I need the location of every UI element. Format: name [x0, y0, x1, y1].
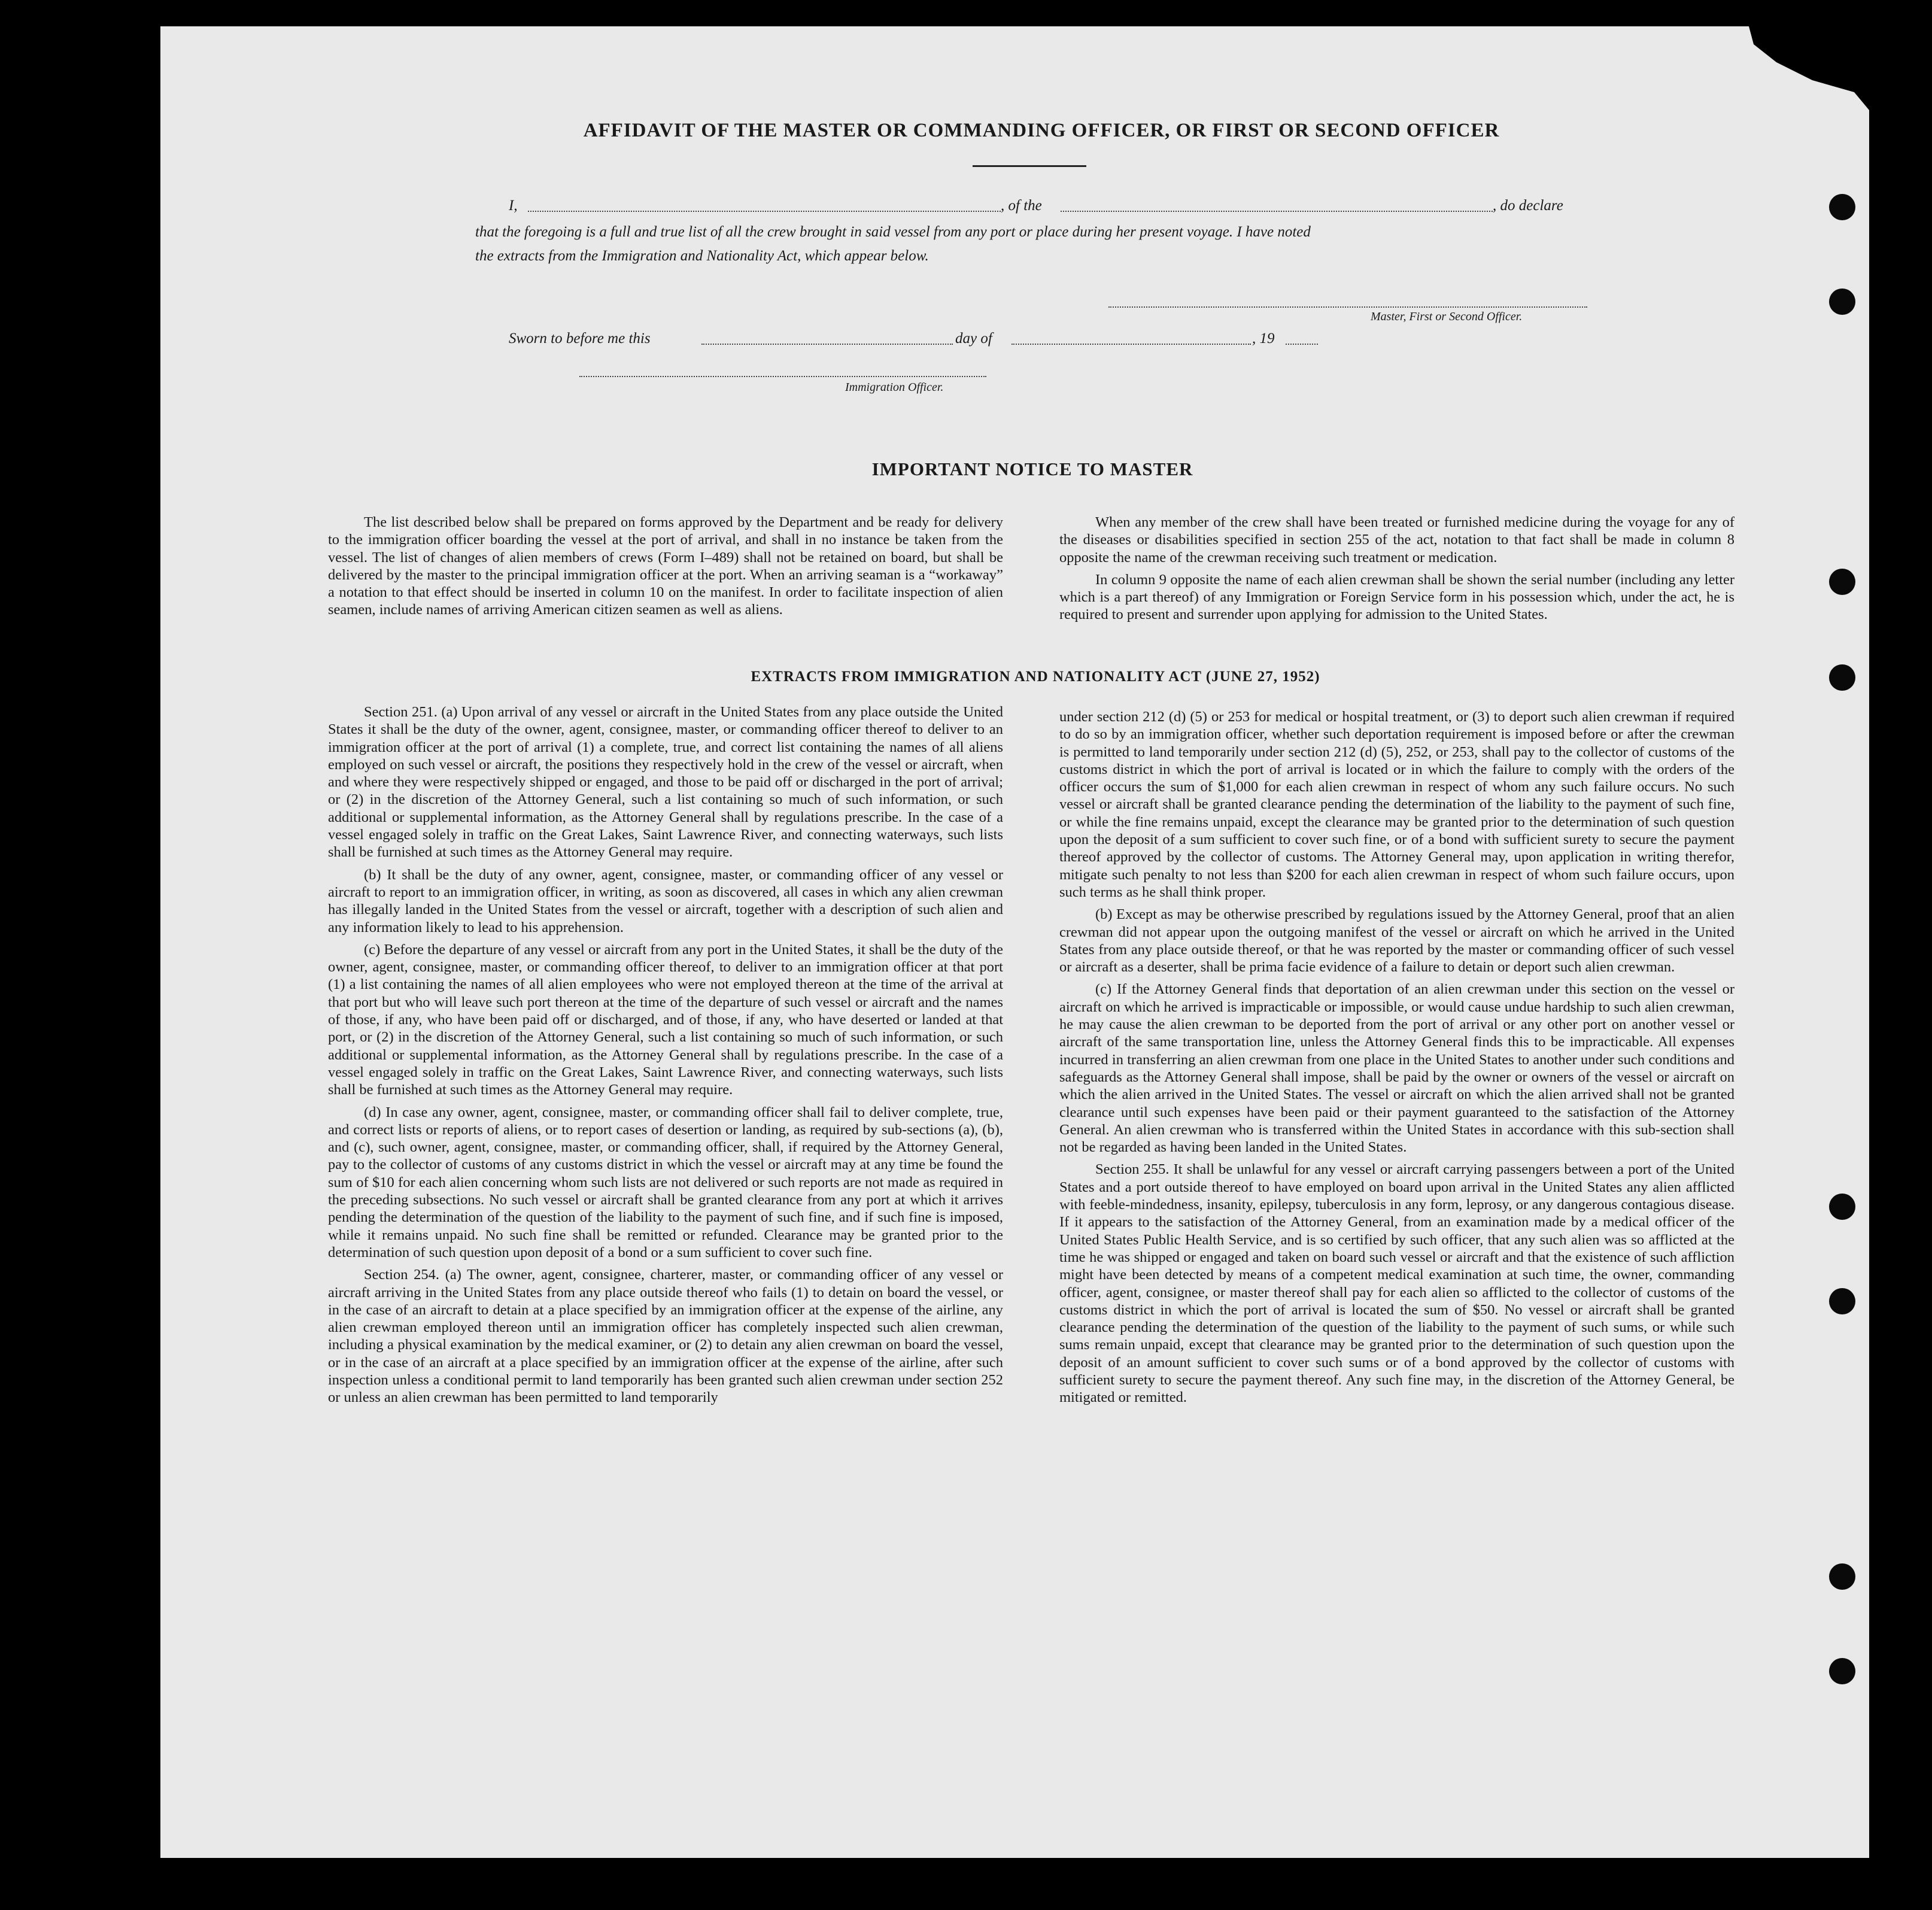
- title-divider: [973, 165, 1086, 167]
- notice-paragraph: When any member of the crew shall have been treated or furnished medicine during the voyage for any of the diseases or disabilities specified in section 255 of the act, notation to that fact shall be made in column 8 opposite the name of the crewman receiving such treatment or medication.: [1059, 514, 1734, 566]
- notice-title: IMPORTANT NOTICE TO MASTER: [871, 458, 1193, 479]
- extract-paragraph: Section 251. (a) Upon arrival of any vessel or aircraft in the United States from any place outside the United States it shall be the duty of the owner, agent, consignee, master, or commanding officer thereof to deliver to an immigration officer at the port of arrival (1) a complete, true, and correct list containing the names of all aliens employed on such vessel or aircraft, the positions they respectively hold in the crew of the vessel or aircraft, when and where they were respectively shipped or engaged, and those to be paid off or discharged in the port of arrival; or (2) in the discretion of the Attorney General, such a list containing so much of such information, or such additional or supplemental information, as the Attorney General shall by regulations prescribe. In the case of a vessel engaged solely in traffic on the Great Lakes, Saint Lawrence River, and connecting waterways, such lists shall be furnished at such times as the Attorney General may require.: [328, 704, 1003, 861]
- sworn-month-field-line[interactable]: [1011, 344, 1251, 345]
- notice-paragraph: In column 9 opposite the name of each alien crewman shall be shown the serial number (including any letter which is a part thereof) of any Immigration or Foreign Service form in his possession which, under the act, he is required to present and surrender upon applying for admission to the United States.: [1059, 571, 1734, 623]
- binder-hole: [1829, 1194, 1855, 1220]
- extract-paragraph: (c) If the Attorney General finds that deportation of an alien crewman under this section on the vessel or aircraft on which he arrived is impracticable or impossible, or would cause undue hardship to such alien crewman, he may cause the alien crewman to be deported from the port of arrival or any other port on another vessel or aircraft of the same transportation line, unless the Attorney General finds this to be impracticable. All expenses incurred in transferring an alien crewman from one place in the United States to another under such conditions and safeguards as the Attorney General shall impose, shall be paid by the owner or owners of the vessel or aircraft on which the alien arrived in the United States. The vessel or aircraft on which the alien arrived shall not be granted clearance until such expenses have been paid or their payment guaranteed to the satisfaction of the Attorney General. An alien crewman who is transferred within the United States in accordance with this sub-section shall not be regarded as having been landed in the United States.: [1059, 981, 1734, 1156]
- master-signature-line[interactable]: [1108, 306, 1587, 308]
- immigration-officer-signature-line[interactable]: [579, 376, 986, 377]
- affidavit-statement-line-2: the extracts from the Immigration and Nationality Act, which appear below.: [475, 248, 929, 264]
- binder-hole: [1829, 1288, 1855, 1314]
- year-label: , 19: [1252, 330, 1275, 347]
- day-of-label: day of: [955, 330, 992, 347]
- affidavit-statement-line-1: that the foregoing is a full and true list of all the crew brought in said vessel from any port or place during her present voyage. I have noted: [475, 224, 1311, 240]
- extracts-right-column: [1059, 708, 1734, 1411]
- extract-paragraph: Section 255. It shall be unlawful for any vessel or aircraft carrying passengers between a port of the United States and a port outside thereof to have employed on board upon arrival in the United States any alien afflicted with feeble-mindedness, insanity, epilepsy, tuberculosis in any form, leprosy, or any dangerous contagious disease. If it appears to the satisfaction of the Attorney General, from an examination made by a medical officer of the United States Public Health Service, and is so certified by such officer, that any such alien was so afflicted at the time he was shipped or engaged and taken on board such vessel or aircraft and that the existence of such affliction might have been detected by means of a competent medical examination at such time, the owner, commanding officer, agent, consignee, or master thereof shall pay for each alien so afflicted to the collector of customs of the customs district in which the port of arrival is located the sum of $50. No vessel or aircraft shall be granted clearance pending the determination of the question of the liability to the payment of such sums, or while such sums remain unpaid, except that clearance may be granted prior to the determination of such question upon the deposit of an amount sufficient to cover such sums or of a bond approved by the collector of customs with sufficient surety to secure the payment thereof. Any such fine may, in the discretion of the Attorney General, be mitigated or remitted.: [1059, 1161, 1734, 1406]
- position-field-line[interactable]: [1061, 211, 1493, 212]
- binder-hole: [1829, 1658, 1855, 1684]
- binder-hole: [1829, 569, 1855, 595]
- binder-hole: [1829, 1563, 1855, 1590]
- name-field-line[interactable]: [528, 211, 1001, 212]
- extract-paragraph: (b) It shall be the duty of any owner, agent, consignee, master, or commanding officer of any vessel or aircraft to report to an immigration officer, in writing, as soon as discovered, all cases in which any alien crewman has illegally landed in the United States from the vessel or aircraft, together with a description of such alien and any information likely to lead to his apprehension.: [328, 866, 1003, 936]
- immigration-officer-label: Immigration Officer.: [845, 381, 944, 394]
- extract-paragraph: (c) Before the departure of any vessel or aircraft from any port in the United States, it shall be the duty of the owner, agent, consignee, master, or commanding officer thereof, to deliver to an immigration officer at that port (1) a list containing the names of all alien employees who were not employed thereon at the time of the arrival at that port but who will leave such port thereon at the time of the departure of such vessel or aircraft and the names of those, if any, who have been paid off or discharged, and of those, if any, who have deserted or landed at that port, or (2) in the discretion of the Attorney General, such a list containing so much of such information, or such additional or supplemental information, as the Attorney General shall by regulations prescribe. In the case of a vessel engaged solely in traffic on the Great Lakes, Saint Lawrence River, and connecting waterways, such lists shall be furnished at such times as the Attorney General may require.: [328, 941, 1003, 1098]
- extracts-title: EXTRACTS FROM IMMIGRATION AND NATIONALITY ACT (JUNE 27, 1952): [751, 669, 1320, 685]
- of-the-label: , of the: [1001, 198, 1042, 214]
- affidavit-title: AFFIDAVIT OF THE MASTER OR COMMANDING OFFICER, OR FIRST OR SECOND OFFICER: [583, 120, 1500, 141]
- binder-hole: [1829, 289, 1855, 315]
- notice-paragraph: The list described below shall be prepared on forms approved by the Department and be ready for delivery to the immigration officer boarding the vessel at the port of arrival, and shall in no instance be taken from the vessel. The list of changes of alien members of crews (Form I–489) shall not be retained on board, but shall be delivered by the master to the principal immigration officer at the port. When an arriving seaman is a “workaway” a notation to that effect should be inserted in column 10 on the manifest. In order to facilitate inspection of alien seamen, include names of arriving American citizen seamen as well as aliens.: [328, 514, 1003, 618]
- sworn-year-field-line[interactable]: [1286, 344, 1318, 345]
- extract-paragraph: Section 254. (a) The owner, agent, consignee, charterer, master, or commanding officer of any vessel or aircraft arriving in the United States from any place outside thereof who fails (1) to detain on board the vessel, or in the case of an aircraft to detain at a place specified by an immigration officer at the expense of the airline, any alien crewman employed thereon until an immigration officer has completely inspected such alien crewman, including a physical examination by the medical examiner, or (2) to detain any alien crewman on board the vessel, or in the case of an aircraft at a place specified by an immigration officer at the expense of the airline, after such inspection unless a conditional permit to land temporarily has been granted such alien crewman under section 252 or unless an alien crewman has been permitted to land temporarily: [328, 1267, 1003, 1406]
- do-declare-label: , do declare: [1493, 198, 1563, 214]
- extract-paragraph: under section 212 (d) (5) or 253 for medical or hospital treatment, or (3) to deport such alien crewman if required to do so by an immigration officer, whether such deportation requirement is imposed before or after the crewman is permitted to land temporarily under section 212 (d) (5), 252, or 253, shall pay to the collector of customs of the customs district in which the port of arrival is located or in which the failure to comply with the orders of the officer occurs the sum of $1,000 for each alien crewman in respect of whom any such failure occurs. No such vessel or aircraft shall be granted clearance pending the determination of the liability to the payment of such fine, or while the fine remains unpaid, except the clearance may be granted prior to the determination of such question upon the deposit of a sum sufficient to cover such fine, or of a bond with sufficient surety to secure the payment thereof approved by the collector of customs. The Attorney General may, upon application in writing therefor, mitigate such penalty to not less than $200 for each alien crewman in respect of whom such failure occurs, upon such terms as he shall think proper.: [1059, 709, 1734, 900]
- master-signature-label: Master, First or Second Officer.: [1371, 310, 1523, 323]
- i-label: I,: [509, 198, 518, 214]
- notice-right-column: [1059, 514, 1734, 628]
- extract-paragraph: (b) Except as may be otherwise prescribed by regulations issued by the Attorney General, proof that an alien crewman did not appear upon the outgoing manifest of the vessel or aircraft on which he arrived in the United States from any place outside thereof, or that he was reported by the master or commanding officer of such vessel or aircraft as a deserter, shall be prima facie evidence of a failure to detain or deport such alien crewman.: [1059, 906, 1734, 976]
- sworn-label: Sworn to before me this: [509, 330, 651, 347]
- extracts-left-column: [328, 703, 1003, 1411]
- sworn-day-field-line[interactable]: [701, 344, 953, 345]
- binder-hole: [1829, 664, 1855, 691]
- extract-paragraph: (d) In case any owner, agent, consignee, master, or commanding officer shall fail to deliver complete, true, and correct lists or reports of aliens, or to report cases of desertion or landing, as required by sub-sections (a), (b), and (c), such owner, agent, consignee, master, or commanding officer, shall, if required by the Attorney General, pay to the collector of customs of any customs district in which the vessel or aircraft may at any time be found the sum of $10 for each alien concerning whom such lists are not delivered or such reports are not made as required in the preceding subsections. No such vessel or aircraft shall be granted clearance from any port at which it arrives pending the determination of the question of the liability to the payment of such fine, and if such fine is imposed, while it remains unpaid. No such fine shall be remitted or refunded. Clearance may be granted prior to the determination of such question upon deposit of a bond or a sum sufficient to cover such fine.: [328, 1104, 1003, 1261]
- notice-left-column: [328, 514, 1003, 624]
- binder-hole: [1829, 194, 1855, 220]
